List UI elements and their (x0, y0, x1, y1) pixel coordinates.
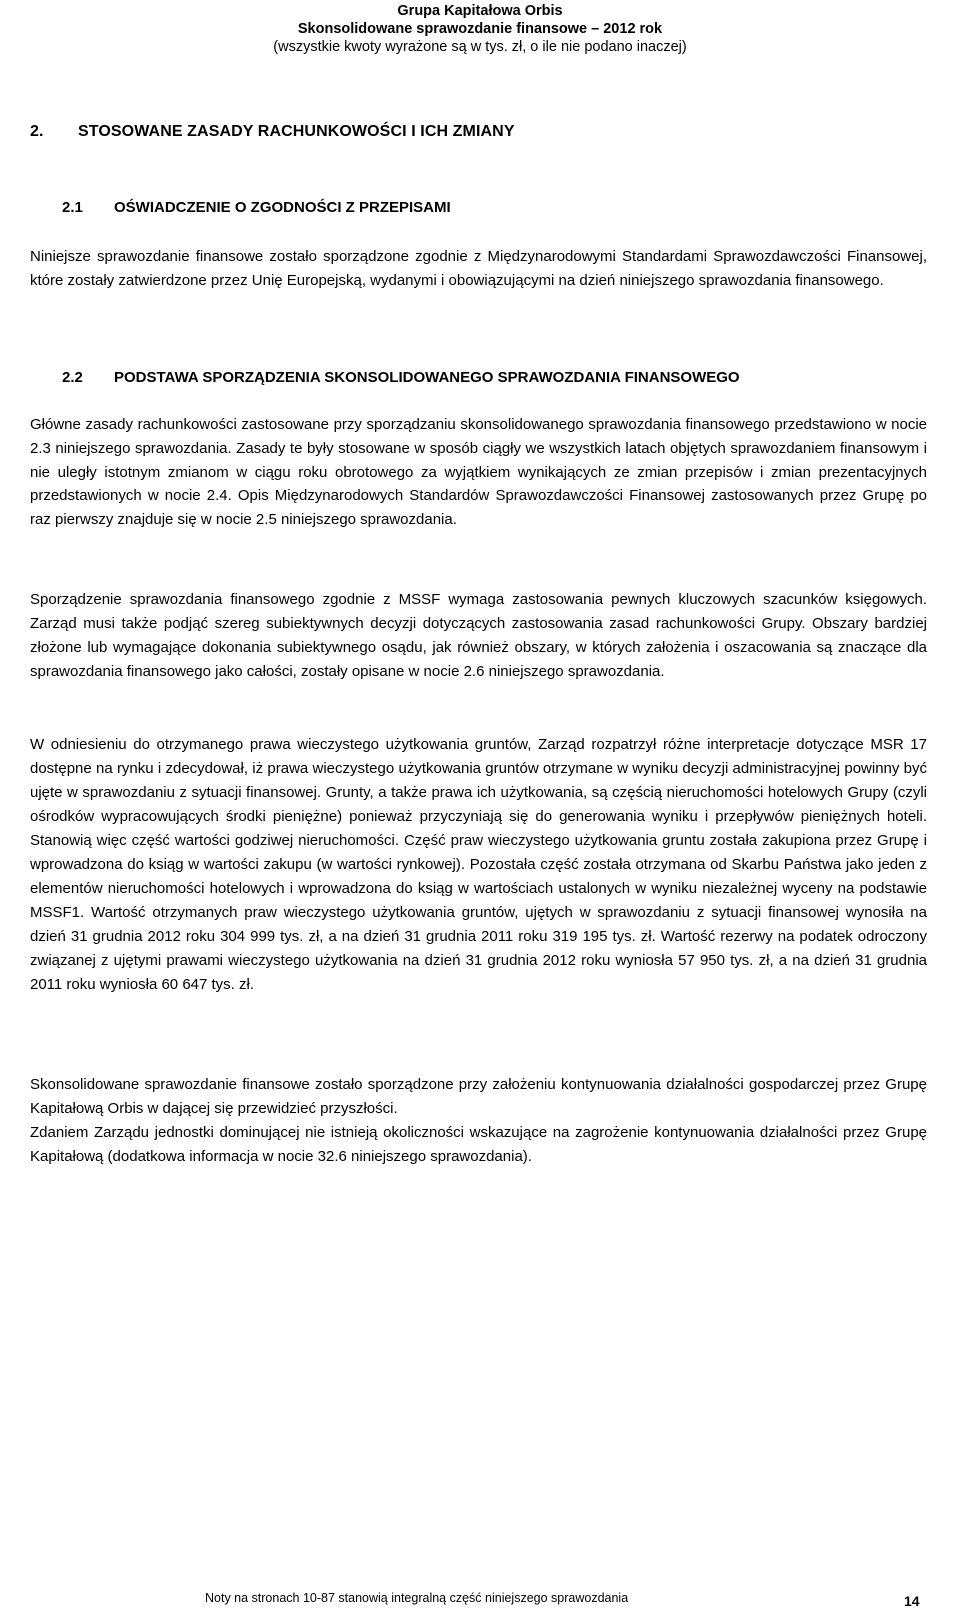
subsection-2-number: 2.2 (62, 369, 83, 386)
report-title: Skonsolidowane sprawozdanie finansowe – 2012 rok (297, 21, 663, 37)
section-number: 2. (30, 123, 44, 140)
subsection-1-title: OŚWIADCZENIE O ZGODNOŚCI Z PRZEPISAMI (114, 199, 451, 216)
basis-paragraph-4: Skonsolidowane sprawozdanie finansowe zostało sporządzone przy założeniu kontynuowania działalności gospodarczej przez Grupę Kapitałową Orbis w dającej się przewidzieć przyszłości. (30, 1076, 927, 1117)
basis-paragraph-5: Zdaniem Zarządu jednostki dominującej nie istnieją okoliczności wskazujące na zagrożenie kontynuowania działalności przez Grupę Kapitałową (dodatkowa informacja w nocie 32.6 niniejszego sprawozdania). (30, 1124, 927, 1165)
company-name: Grupa Kapitałowa Orbis (397, 3, 563, 19)
basis-paragraph-2: Sporządzenie sprawozdania finansowego zgodnie z MSSF wymaga zastosowania pewnych kluczowych szacunków księgowych. Zarząd musi także podjąć szereg subiektywnych decyzji dotyczących zastosowania zasad rachunkowości Grupy. Obszary bardziej złożone lub wymagające dokonania subiektywnego osądu, jak również obszary, w których założenia i oszacowania są znaczące dla sprawozdania finansowego jako całości, zostały opisane w nocie 2.6 niniejszego sprawozdania. (30, 591, 927, 680)
basis-paragraph-3: W odniesieniu do otrzymanego prawa wieczystego użytkowania gruntów, Zarząd rozpatrzył różne interpretacje dotyczące MSR 17 dostępne na rynku i zdecydował, iż prawa wieczystego użytkowania gruntów otrzymane w wyniku decyzji administracyjnej powinny być ujęte w sprawozdaniu z sytuacji finansowej. Grunty, a także prawa ich użytkowania, są częścią nieruchomości hotelowych Grupy (czyli ośrodków wypracowujących środki pieniężne) ponieważ przyczyniają się do generowania wyniku i przepływów pieniężnych hoteli. Stanowią więc część wartości godziwej nieruchomości. Część praw wieczystego użytkowania gruntu została zakupiona przez Grupę i wprowadzona do ksiąg w wartości zakupu (w wartości rynkowej). Pozostała część została otrzymana od Skarbu Państwa jako jeden z elementów nieruchomości hotelowych i wprowadzona do ksiąg w wartościach ustalonych w wyniku niezależnej wyceny na podstawie MSSF1. Wartość otrzymanych praw wieczystego użytkowania gruntów, ujętych w sprawozdaniu z sytuacji finansowej wynosiła na dzień 31 grudnia 2012 roku 304 999 tys. zł, a na dzień 31 grudnia 2011 roku 319 195 tys. zł. Wartość rezerwy na podatek odroczony związanej z ujętymi prawami wieczystego użytkowania na dzień 31 grudnia 2012 roku wyniosła 57 950 tys. zł, a na dzień 31 grudnia 2011 roku wyniosła 60 647 tys. zł. (30, 736, 927, 993)
page-number: 14 (904, 1593, 920, 1609)
subsection-2-title: PODSTAWA SPORZĄDZENIA SKONSOLIDOWANEGO SPRAWOZDANIA FINANSOWEGO (114, 369, 740, 386)
page-footer (0, 1581, 960, 1611)
section-title: STOSOWANE ZASADY RACHUNKOWOŚCI I ICH ZMIANY (78, 123, 515, 140)
compliance-paragraph: Niniejsze sprawozdanie finansowe zostało sporządzone zgodnie z Międzynarodowymi Standardami Sprawozdawczości Finansowej, które zostały zatwierdzone przez Unię Europejską, wydanymi i obowiązującymi na dzień niniejszego sprawozdania finansowego. (30, 248, 927, 289)
page-header (0, 2, 960, 56)
basis-paragraph-1: Główne zasady rachunkowości zastosowane przy sporządzaniu skonsolidowanego sprawozdania finansowego przedstawiono w nocie 2.3 niniejszego sprawozdania. Zasady te były stosowane w sposób ciągły we wszystkich latach objętych sprawozdaniem finansowym i nie uległy istotnym zmianom w ciągu roku obrotowego za wyjątkiem wynikających ze zmian przepisów i zmian prezentacyjnych przedstawionych w nocie 2.4. Opis Międzynarodowych Standardów Sprawozdawczości Finansowej zastosowanych przez Grupę po raz pierwszy znajduje się w nocie 2.5 niniejszego sprawozdania. (30, 416, 927, 529)
section-heading (30, 123, 515, 141)
subsection-1-heading (62, 199, 451, 216)
amounts-note: (wszystkie kwoty wyrażone są w tys. zł, o ile nie podano inaczej) (273, 39, 687, 55)
subsection-2-heading (62, 369, 740, 386)
footer-note: Noty na stronach 10-87 stanowią integralną część niniejszego sprawozdania (205, 1591, 629, 1605)
subsection-1-number: 2.1 (62, 199, 83, 216)
